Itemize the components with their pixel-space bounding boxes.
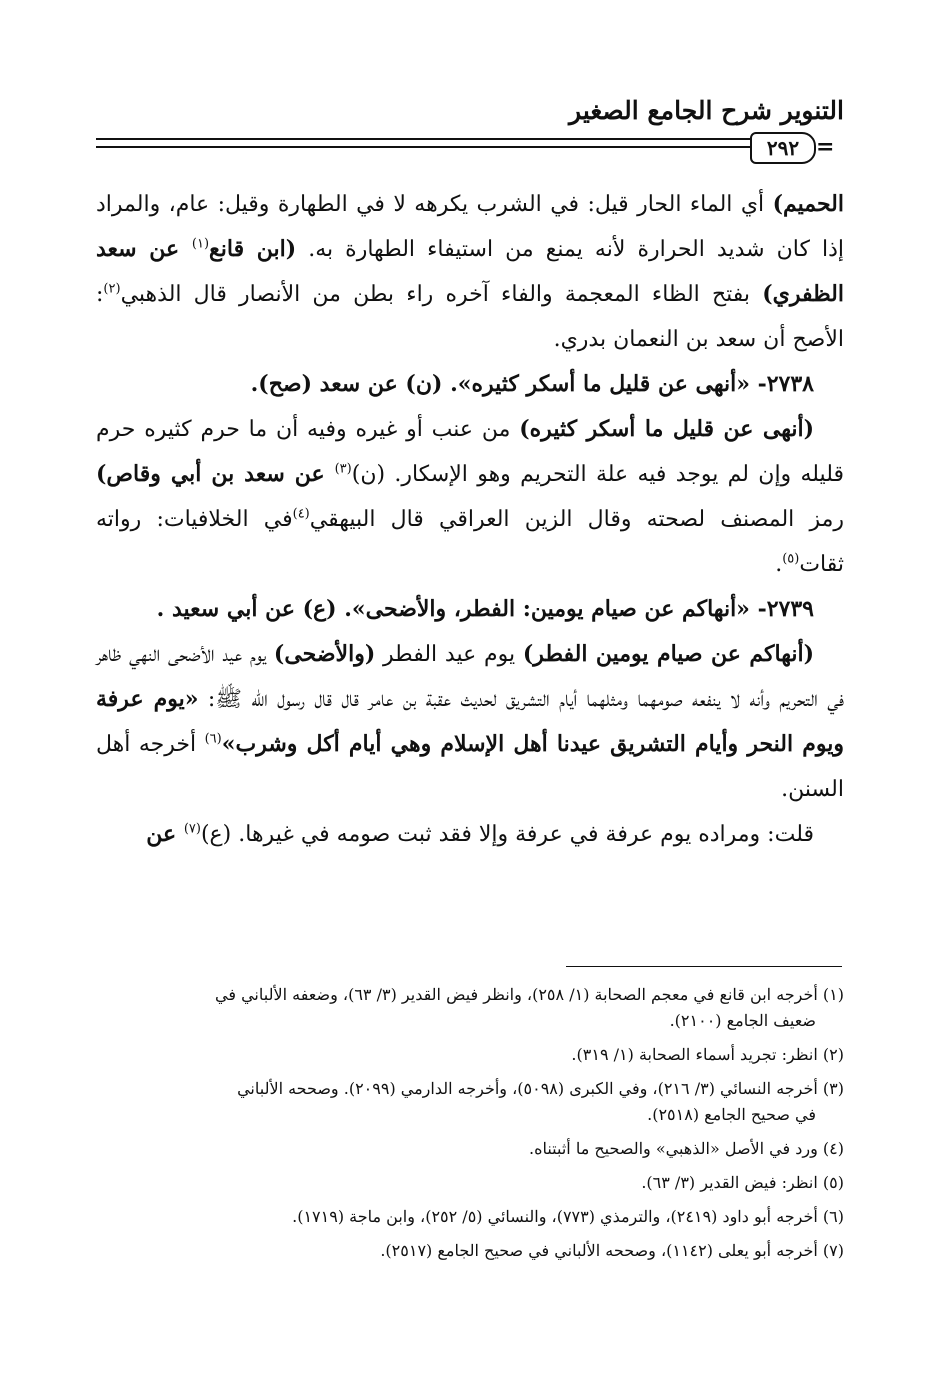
text-run: يوم عيد الأضحى النهي ظاهر في التحريم وأنه لا ينفعه صومهما ومثلهما أيام التشريق لحديث عقبة بن عامر قال قال رسول الله ﷺ:: [96, 642, 844, 712]
footnote-4: [96, 1136, 844, 1162]
footnote-3: [96, 1076, 844, 1128]
footnote-text: ضعيف الجامع (٢١٠٠).: [669, 1011, 816, 1030]
bold-term: (أنهى عن قليل ما أسكر كثيره): [519, 416, 814, 442]
footnote-5: [96, 1170, 844, 1196]
bold-term: عن: [146, 821, 184, 847]
footnote-text: في صحيح الجامع (٢٥١٨).: [647, 1105, 816, 1124]
paragraph-commentary-1: [96, 182, 844, 362]
footnote-2: [96, 1042, 844, 1068]
footnote-text: (٥) انظر: فيض القدير (٣/ ٦٣).: [641, 1173, 844, 1192]
paragraph-commentary-2: [96, 407, 844, 587]
footnote-ref[interactable]: (٦): [204, 731, 222, 747]
footnote-ref[interactable]: (٥): [782, 551, 800, 567]
text-run: أي الماء الحار قيل: في الشرب يكرهه لا في الطهارة وقيل: عام، والمراد إذا كان شديد الحرارة لأنه يمنع من استيفاء الطهارة به.: [96, 192, 844, 262]
text-run: رمز المصنف لصحته وقال الزين العراقي قال البيهقي: [309, 507, 845, 532]
hadith-2739-heading: [96, 587, 844, 632]
footnote-ref[interactable]: (٣): [334, 461, 352, 477]
footnote-text: (٤) ورد في الأصل «الذهبي» والصحيح ما أثبتناه.: [529, 1139, 844, 1158]
bold-term: الحميم): [772, 191, 844, 217]
hadith-text: ٢٧٣٨- «أنهى عن قليل ما أسكر كثيره». (ن) عن سعد (صح).: [250, 371, 814, 397]
bold-term: (والأضحى): [273, 641, 376, 667]
page-number-badge: [750, 132, 816, 164]
footnotes: [96, 982, 844, 1272]
footnote-separator: [566, 966, 842, 967]
text-run: قلت: ومراده يوم عرفة في عرفة وإلا فقد ثبت صومه في غيرها. (ع): [200, 822, 814, 847]
footnote-1: [96, 982, 844, 1034]
bold-term: (ابن قانع: [209, 236, 297, 262]
running-title: التنوير شرح الجامع الصغير: [569, 96, 844, 125]
paragraph-commentary-3: [96, 632, 844, 812]
footnote-ref[interactable]: (٧): [183, 821, 201, 837]
header-rule-top: [96, 138, 750, 140]
bold-term: عن سعد بن أبي وقاص): [96, 461, 335, 487]
footnote-7: [96, 1238, 844, 1264]
footnote-text: (٣) أخرجه النسائي (٣/ ٢١٦)، وفي الكبرى (٥٠٩٨)، وأخرجه الدارمي (٢٠٩٩). وصححه الألباني: [237, 1079, 844, 1098]
hadith-2738-heading: [96, 362, 844, 407]
text-run: في الخلافيات: رواته ثقات: [96, 507, 844, 577]
header-rule-bottom: [96, 146, 750, 148]
bold-quote: «يوم عرفة ويوم النحر وأيام التشريق عيدنا أهل الإسلام وهي أيام أكل وشرب»: [96, 686, 845, 757]
footnote-text: (٧) أخرجه أبو يعلى (١١٤٢)، وصححه الألباني في صحيح الجامع (٢٥١٧).: [380, 1241, 844, 1260]
page-number: ٢٩٢: [766, 136, 800, 160]
text-run: أخرجه أهل السنن.: [96, 732, 844, 802]
paragraph-commentary-4: [96, 812, 844, 857]
text-run: : الأصح أن سعد بن النعمان بدري.: [96, 282, 844, 352]
body-text: [96, 182, 844, 857]
footnote-text: (٦) أخرجه أبو داود (٢٤١٩)، والترمذي (٧٧٣)، والنسائي (٥/ ٢٥٢)، وابن ماجة (١٧١٩).: [292, 1207, 844, 1226]
footnote-ref[interactable]: (١): [191, 236, 210, 252]
text-run: .: [775, 552, 783, 577]
text-run: يوم عيد الفطر: [375, 642, 523, 667]
footnote-6: [96, 1204, 844, 1230]
text-run: بفتح الظاء المعجمة والفاء آخره راء بطن من الأنصار قال الذهبي: [120, 282, 763, 307]
footnote-text: (٢) انظر: تجريد أسماء الصحابة (١/ ٣١٩).: [571, 1045, 844, 1064]
text-run: من عنب أو غيره وفيه أن ما حرم كثيره حرم قليله وإن لم يوجد فيه علة التحريم وهو الإسكار. (ن): [96, 417, 844, 487]
bold-term: (أنهاكم عن صيام يومين الفطر): [522, 641, 814, 667]
footnote-text: (١) أخرجه ابن قانع في معجم الصحابة (١/ ٢٥٨)، وانظر فيض القدير (٣/ ٦٣)، وضعفه الألباني في: [215, 985, 844, 1004]
hadith-text: ٢٧٣٩- «أنهاكم عن صيام يومين: الفطر، والأضحى». (ع) عن أبي سعيد .: [156, 596, 814, 622]
footnote-ref[interactable]: (٤): [292, 506, 310, 522]
header-ornament: =: [816, 134, 835, 160]
footnote-ref[interactable]: (٢): [103, 281, 121, 297]
bold-term: عن سعد الظفري): [96, 236, 844, 307]
